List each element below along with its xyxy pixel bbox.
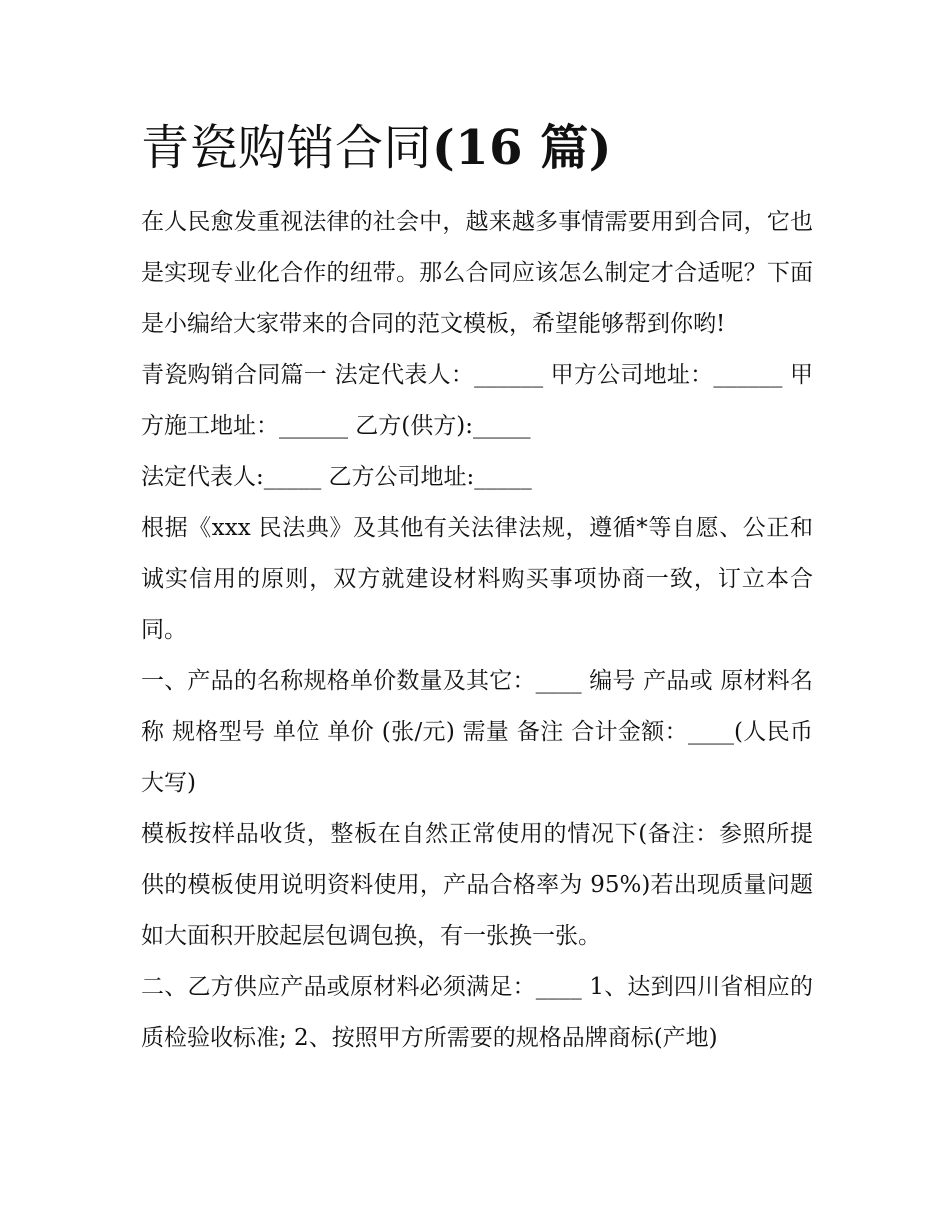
contract-parties-paragraph: 青瓷购销合同篇一 法定代表人：______ 甲方公司地址：______ 甲方施工地址：______ 乙方(供方):_____ (141, 362, 813, 439)
document-body (141, 197, 813, 1064)
acceptance-paragraph: 模板按样品收货，整板在自然正常使用的情况下(备注：参照所提供的模板使用说明资料使用，产品合格率为 95%)若出现质量问题如大面积开胶起层包调包换，有一张换一张。 (141, 821, 813, 949)
document-title-count: (16 篇) (432, 120, 612, 176)
document-page (141, 112, 813, 1064)
intro-paragraph: 在人民愈发重视法律的社会中，越来越多事情需要用到合同，它也是实现专业化合作的纽带。那么合同应该怎么制定才合适呢？下面是小编给大家带来的合同的范文模板，希望能够帮到你哟! (141, 209, 813, 337)
legal-basis-paragraph: 根据《xxx 民法典》及其他有关法律法规，遵循*等自愿、公正和诚实信用的原则，双方就建设材料购买事项协商一致，订立本合同。 (141, 515, 813, 643)
clause-one-paragraph: 一、产品的名称规格单价数量及其它：____ 编号 产品或 原材料名称 规格型号 单位 单价 (张/元) 需量 备注 合计金额：____(人民币大写) (141, 668, 813, 796)
document-title-main: 青瓷购销合同 (141, 120, 433, 176)
legal-representative-paragraph: 法定代表人:_____ 乙方公司地址:_____ (141, 464, 532, 490)
document-title (141, 112, 813, 184)
clause-two-paragraph: 二、乙方供应产品或原材料必须满足：____ 1、达到四川省相应的质检验收标准; 2、按照甲方所需要的规格品牌商标(产地) (141, 974, 813, 1051)
